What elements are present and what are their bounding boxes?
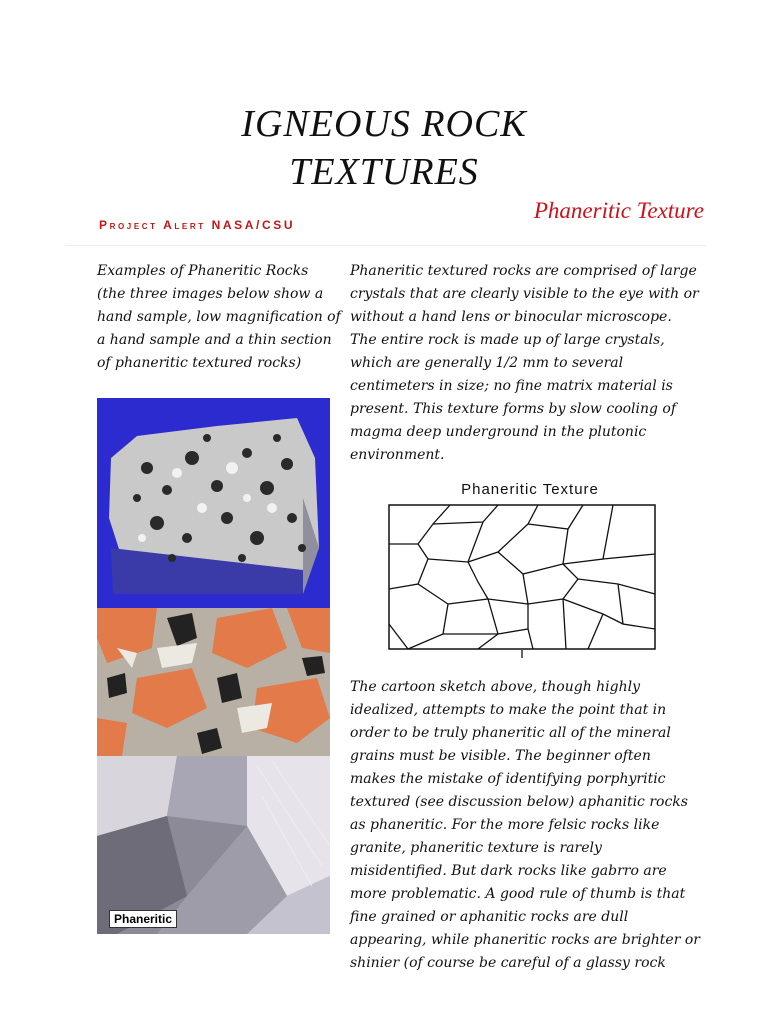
hand-sample-photo	[97, 398, 330, 608]
section-heading: Phaneritic Texture	[533, 198, 704, 223]
phaneritic-texture-diagram	[388, 504, 656, 658]
magnified-sample-photo	[97, 608, 330, 756]
page-title-line1: IGNEOUS ROCK	[241, 103, 527, 145]
cartoon-sketch-discussion: The cartoon sketch above, though highly idealized, attempts to make the point that in order to be truly phaneritic all of the mineral grains must be visible. The beginner often makes the mistake of identifying porphyritic textured (see discussion below) aphanitic rocks as phaneritic. For the more felsic rocks like granite, phaneritic texture is rarely misidentified. But dark rocks like gabrro are more problematic. A good rule of thumb is that fine grained or aphanitic rocks are dull appearing, while phaneritic rocks are brighter or shinier (of course be careful of a glassy rock	[350, 679, 700, 971]
left-caption: Examples of Phaneritic Rocks (the three images below show a hand sample, low magnification of a hand sample and a thin section of phaneritic textured rocks)	[97, 263, 341, 371]
project-alert-banner: Project Alert NASA/CSU	[99, 218, 296, 232]
diagram-title: Phaneritic Texture	[461, 481, 599, 498]
thin-section-photo	[97, 756, 330, 934]
phaneritic-photo-label: Phaneritic	[109, 910, 177, 928]
phaneritic-description: Phaneritic textured rocks are comprised of large crystals that are clearly visible to the eye with or without a hand lens or binocular microscope. The entire rock is made up of large crystals, which are generally 1/2 mm to several centimeters in size; no fine matrix material is present. This texture forms by slow cooling of magma deep underground in the plutonic environment.	[350, 263, 699, 463]
divider	[66, 245, 706, 246]
page-title-line2: TEXTURES	[289, 151, 479, 193]
page-title	[0, 100, 768, 196]
